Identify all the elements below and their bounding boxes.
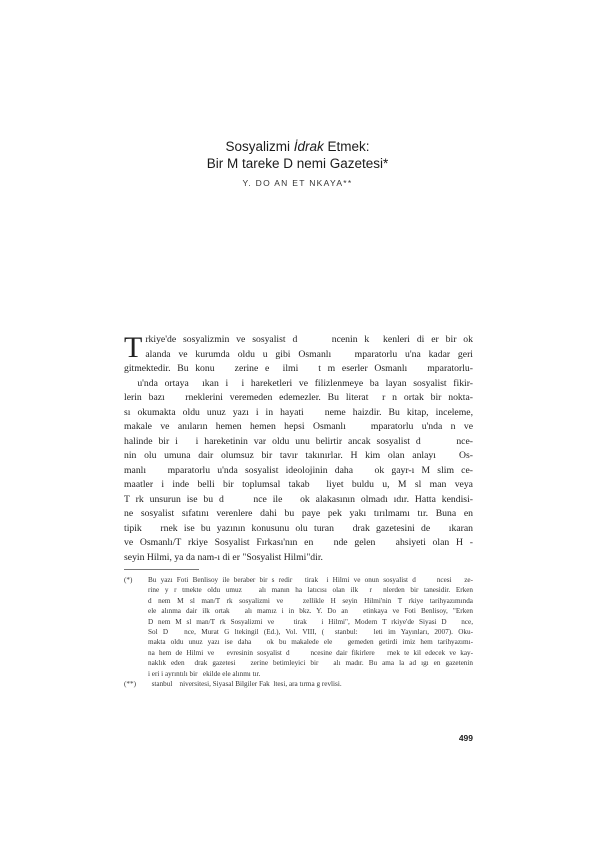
- body-line: ve Osmanlı/T rkiye Sosyalist Fırkası'nın en nde gelen ahsiyeti olan H -: [124, 537, 473, 548]
- title-italic-word: İdrak: [293, 139, 324, 154]
- footnote-mark: (**): [124, 680, 136, 689]
- title-block: [120, 138, 475, 188]
- footnote-1: [124, 575, 473, 679]
- footnotes: [124, 575, 473, 689]
- footnote-line: makta oldu unuz yazı ise daha ok bu makalede ele gemeden getirdi imiz hem tarihyazımı-: [148, 638, 473, 647]
- body-line: makale ve anıların hemen hemen hepsi Osmanlı mparatorlu u'nda n ve: [124, 421, 473, 432]
- footnote-line: stanbul niversitesi, Siyasal Bilgiler Fak ltesi, ara tırma g revlisi.: [148, 680, 342, 689]
- body-line: halinde bir i i hareketinin var oldu unu belirtir ancak sosyalist d nce-: [124, 435, 473, 447]
- body-line: lerin bazı rneklerini veremeden edemezler. Bu literat r n ortak bir nokta-: [124, 392, 473, 403]
- footnote-line: ele alınma dair ilk ortak alı mamız i in bkz. Y. Do an etinkaya ve Foti Benlisoy, "Erken: [148, 607, 473, 616]
- body-paragraph: [124, 333, 473, 565]
- body-line: ne sosyalist sıfatını verenlere dahi bu paye pek yakı tırılmamı tır. Buna en: [124, 508, 473, 519]
- footnote-body: [148, 679, 473, 689]
- body-line: rkiye'de sosyalizmin ve sosyalist d ncenin k kenleri di er bir ok: [145, 334, 473, 345]
- footnote-line: Sol D nce, Murat G ltekingil (Ed.), Vol. VIII, ( stanbul: leti im Yayınları, 2007). Oku-: [148, 628, 473, 637]
- article-title-line-1: [120, 138, 475, 155]
- footnote-line: na hem de Hilmi ve evresinin sosyalist d ncesine dair fikirlere rnek te kil edecek ve kay-: [148, 648, 473, 657]
- title-part-b: Etmek:: [323, 139, 370, 154]
- footnote-line: i eri i ayrıntılı bir ekilde ele alınmı tır.: [148, 669, 261, 678]
- footnote-mark: (*): [124, 576, 133, 584]
- page-number: 499: [458, 733, 473, 743]
- body-line: T rk unsurun ise bu d nce ile ok alakasının olmadı ıdır. Hatta kendisi-: [124, 493, 473, 505]
- body-line: maatler i inde belli bir toplumsal takab liyet buldu u, M sl man veya: [124, 479, 473, 490]
- footnote-line: Bu yazı Foti Benlisoy ile beraber bir s redir tirak i Hilmi ve onun sosyalist d ncesi ze-: [148, 576, 473, 584]
- footnote-line: d nem M sl man/T rk sosyalizmi ve zellikle H seyin Hilmi'nin T rkiye tarihyazımında: [148, 596, 473, 605]
- footnote-body: [148, 575, 473, 679]
- body-line: nin olu umuna dair olumsuz bir tavır takınırlar. H kim olan anlayı Os-: [124, 450, 473, 461]
- body-line: tipik rnek ise bu yazının konusunu olu turan drak gazetesini de ıkaran: [124, 522, 473, 534]
- article-title-line-2: Bir M tareke D nemi Gazetesi*: [206, 156, 389, 171]
- footnote-2: [124, 679, 473, 689]
- drop-cap: T: [124, 331, 143, 364]
- author-name: Y. DO AN ET NKAYA**: [242, 178, 353, 188]
- body-line: gitmektedir. Bu konu zerine e ilmi t m eserler Osmanlı mparatorlu-: [124, 363, 473, 374]
- footnote-line: D nem M sl man/T rk Sosyalizmi ve tirak i Hilmi", Modern T rkiye'de Siyasi D nce,: [148, 617, 473, 626]
- footnote-line: naklık eden drak gazetesi zerine betimleyici bir alı madır. Bu ama la ad ıgı en gazetenin: [148, 659, 473, 668]
- body-line: u'nda ortaya ıkan i i hareketleri ve filizlenmeye ba layan sosyalist fikir-: [124, 377, 473, 389]
- body-line: seyin Hilmi, ya da nam-ı di er "Sosyalist Hilmi"dir.: [124, 551, 323, 563]
- body-line: sı okumakta oldu unuz yazı i in hayati neme haizdir. Bu kitap, inceleme,: [124, 406, 473, 418]
- footnote-line: rine y r tmekte oldu umuz alı manın ha latıcısı olan ilk r nlerden bir tanesidir. Erken: [148, 586, 473, 595]
- footnote-divider: [124, 569, 199, 570]
- body-line: alanda ve kurumda oldu u gibi Osmanlı mparatorlu u'na kadar geri: [145, 348, 473, 360]
- body-line: manlı mparatorlu u'nda sosyalist ideolojinin daha ok gayr-ı M slim ce-: [124, 464, 473, 476]
- title-part-a: Sosyalizmi: [225, 139, 294, 154]
